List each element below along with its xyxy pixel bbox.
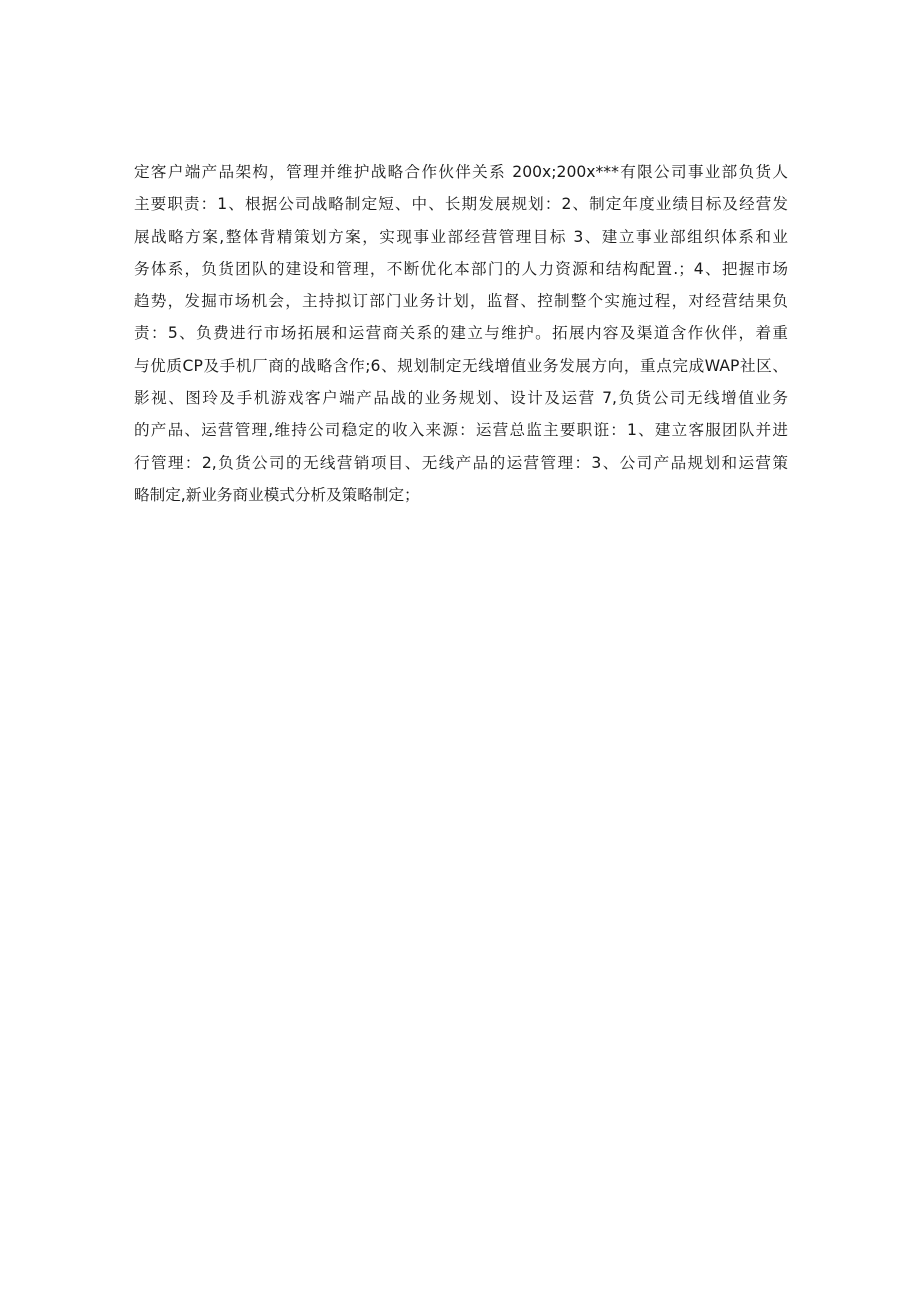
text-line: 主要职责：1、根据公司战略制定短、中、长期发展规划：2、制定年度业绩目标及经营发 <box>134 195 788 214</box>
document-body-text <box>134 156 788 511</box>
text-line: 行管理：2,负货公司的无线营销项目、无线产品的运营管理：3、公司产品规划和运营策 <box>134 453 788 472</box>
text-line: 责：5、负费进行市场拓展和运营商关系的建立与维护。拓展内容及渠道含作伙伴，着重 <box>134 324 788 343</box>
text-line: 影视、图玲及手机游戏客户端产品战的业务规划、设计及运营 7,负货公司无线增值业务 <box>134 389 788 408</box>
text-line: 定客户端产品架构，管理并维护战略合作伙伴关系 200x;200x***有限公司事业部负货人 <box>134 163 788 181</box>
text-line: 趋势，发掘市场机会，主持拟订部门业务计划，监督、控制整个实施过程，对经营结果负 <box>134 292 788 311</box>
text-line: 务体系，负货团队的建设和管理，不断优化本部门的人力资源和结构配置.；4、把握市场 <box>134 259 788 278</box>
text-line: 略制定,新业务商业模式分析及策略制定； <box>134 485 420 504</box>
text-line: 与优质CP及手机厂商的战略含作;6、规划制定无线增值业务发展方向，重点完成WAP社区、 <box>134 356 788 375</box>
text-line: 的产品、运营管理,维持公司稳定的收入来源：运营总监主要职诳：1、建立客服团队并进 <box>134 421 788 440</box>
text-line: 展战略方案,整体背精策划方案，实现事业部经营管理目标 3、建立事业部组织体系和业 <box>134 227 788 246</box>
